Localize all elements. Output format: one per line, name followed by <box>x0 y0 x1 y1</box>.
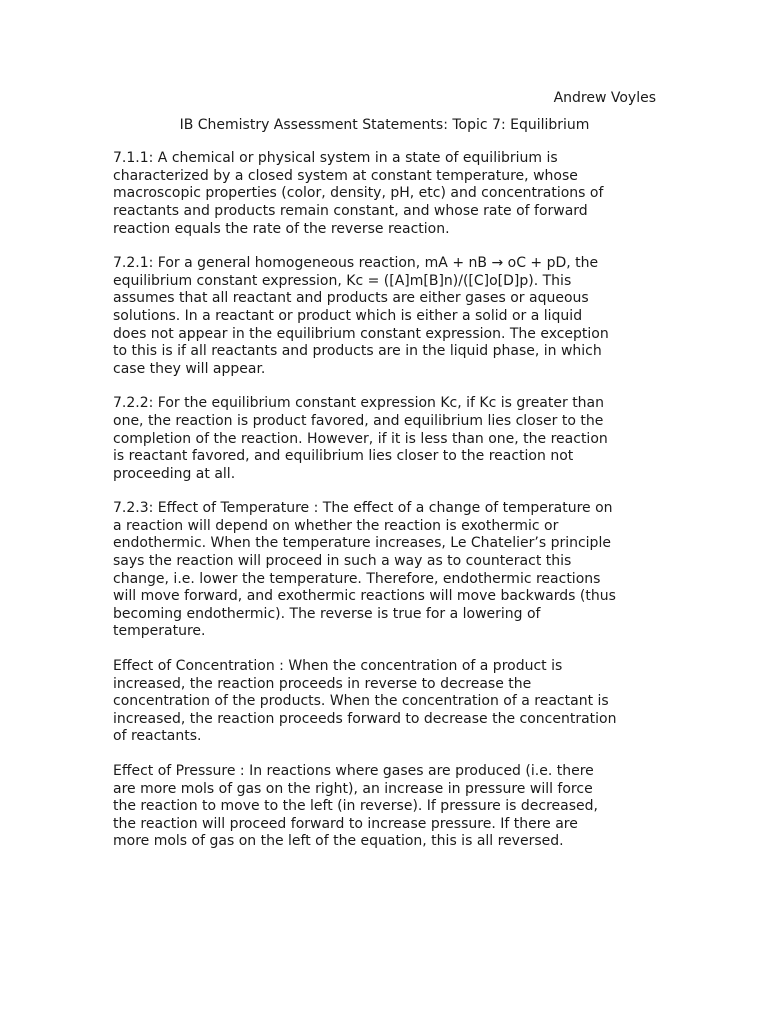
text-line: 7.2.2: For the equilibrium constant expression Kc, if Kc is greater than <box>113 395 605 412</box>
text-line: increased, the reaction proceeds forward to decrease the concentration <box>113 710 617 727</box>
text-line: completion of the reaction. However, if it is less than one, the reaction <box>113 430 608 447</box>
text-line: proceeding at all. <box>113 465 236 482</box>
text-line: more mols of gas on the left of the equation, this is all reversed. <box>113 833 564 850</box>
text-line: equilibrium constant expression, Kc = ([A]m[B]n)/([C]o[D]p). This <box>113 272 572 289</box>
paragraph-effect-of-concentration <box>113 658 656 746</box>
text-line: characterized by a closed system at constant temperature, whose <box>113 167 578 184</box>
text-line: 7.2.3: Effect of Temperature : The effect of a change of temperature on <box>113 500 613 517</box>
text-line: Effect of Pressure : In reactions where gases are produced (i.e. there <box>113 763 594 779</box>
text-line: of reactants. <box>113 728 202 745</box>
text-line: increased, the reaction proceeds in reverse to decrease the <box>113 675 532 692</box>
text-line: change, i.e. lower the temperature. Therefore, endothermic reactions <box>113 570 601 587</box>
text-line: one, the reaction is product favored, and equilibrium lies closer to the <box>113 412 604 429</box>
paragraph-7-2-3 <box>113 500 656 641</box>
text-line: macroscopic properties (color, density, pH, etc) and concentrations of <box>113 185 604 202</box>
text-line: does not appear in the equilibrium constant expression. The exception <box>113 325 609 342</box>
text-line: solutions. In a reactant or product which is either a solid or a liquid <box>113 307 583 324</box>
text-line: reactants and products remain constant, and whose rate of forward <box>113 202 588 219</box>
document-title: IB Chemistry Assessment Statements: Topic 7: Equilibrium <box>179 116 590 133</box>
text-line: concentration of the products. When the concentration of a reactant is <box>113 693 609 710</box>
paragraph-7-2-1 <box>113 255 656 378</box>
text-line: case they will appear. <box>113 360 266 377</box>
paragraph-7-1-1 <box>113 150 656 238</box>
author-name: Andrew Voyles <box>553 90 656 106</box>
text-line: is reactant favored, and equilibrium lies closer to the reaction not <box>113 448 574 465</box>
paragraph-effect-of-pressure <box>113 763 656 851</box>
text-line: will move forward, and exothermic reactions will move backwards (thus <box>113 588 616 605</box>
text-line: a reaction will depend on whether the reaction is exothermic or <box>113 517 559 534</box>
text-line: assumes that all reactant and products are either gases or aqueous <box>113 290 589 307</box>
text-line: the reaction will proceed forward to increase pressure. If there are <box>113 815 578 832</box>
text-line: becoming endothermic). The reverse is true for a lowering of <box>113 605 541 622</box>
text-line: the reaction to move to the left (in reverse). If pressure is decreased, <box>113 798 598 815</box>
text-line: 7.2.1: For a general homogeneous reaction, mA + nB → oC + pD, the <box>113 255 599 272</box>
text-line: reaction equals the rate of the reverse reaction. <box>113 220 450 237</box>
text-line: are more mols of gas on the right), an increase in pressure will force <box>113 780 593 797</box>
text-line: 7.1.1: A chemical or physical system in a state of equilibrium is <box>113 150 558 167</box>
text-line: temperature. <box>113 623 206 640</box>
text-line: to this is if all reactants and products are in the liquid phase, in which <box>113 343 602 360</box>
paragraph-7-2-2 <box>113 395 656 483</box>
text-line: says the reaction will proceed in such a way as to counteract this <box>113 553 572 570</box>
document-page <box>113 90 656 868</box>
text-line: Effect of Concentration : When the concentration of a product is <box>113 658 563 675</box>
text-line: endothermic. When the temperature increases, Le Chatelier’s principle <box>113 535 611 552</box>
